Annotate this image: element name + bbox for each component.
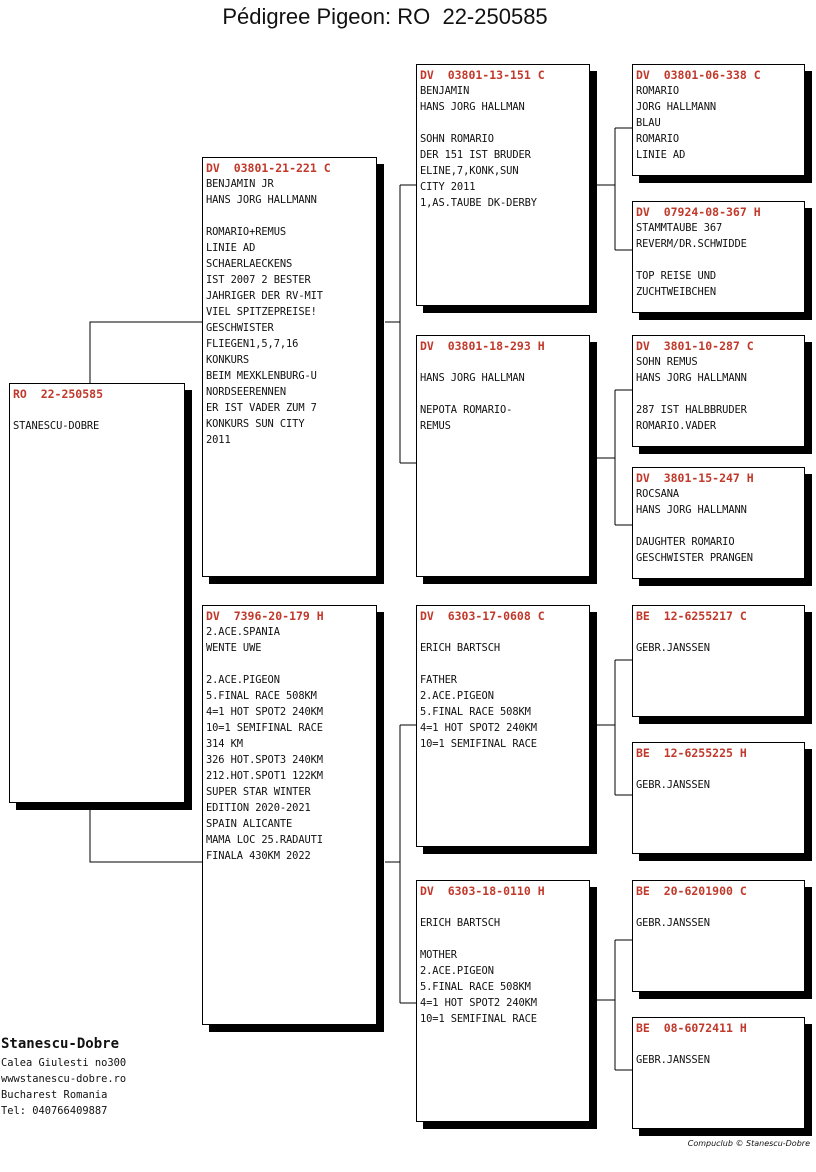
connector-dam-grandparents xyxy=(385,725,416,1003)
ring-number: BE 12-6255225 H xyxy=(636,746,747,760)
pigeon-note-line: FINALA 430KM 2022 xyxy=(206,850,311,862)
pigeon-card-ggp-2 xyxy=(632,201,805,313)
pigeon-card-dam-sire xyxy=(416,605,590,847)
pigeon-note-line: 2.ACE.PIGEON xyxy=(420,965,494,977)
pigeon-note-line: GEBR.JANSSEN xyxy=(636,779,710,791)
pigeon-note-line: LINIE AD xyxy=(636,149,686,161)
pigeon-note-line: SPAIN ALICANTE xyxy=(206,818,293,830)
pigeon-note-line xyxy=(636,252,801,268)
ring-number: DV 03801-13-151 C xyxy=(420,68,545,82)
pigeon-note-line: WENTE UWE xyxy=(206,642,262,654)
pigeon-card-ggp-4 xyxy=(632,467,805,579)
pigeon-note-line: ROMARIO xyxy=(636,85,680,97)
ring-number: DV 7396-20-179 H xyxy=(206,609,324,623)
pigeon-note-line: REMUS xyxy=(420,420,451,432)
breeder-info xyxy=(1,1035,126,1119)
pigeon-note-line: FLIEGEN1,5,7,16 xyxy=(206,338,299,350)
pigeon-card-sire-dam xyxy=(416,335,590,577)
pigeon-note-line xyxy=(420,115,586,131)
breeder-phone: Tel: 040766409887 xyxy=(1,1105,108,1117)
ring-number: BE 12-6255217 C xyxy=(636,609,747,623)
pigeon-note-line xyxy=(636,624,801,640)
ring-number: DV 6303-17-0608 C xyxy=(420,609,545,623)
pigeon-note-line: HANS JORG HALLMANN xyxy=(636,504,747,516)
pigeon-note-line: 4=1 HOT SPOT2 240KM xyxy=(420,722,537,734)
ring-number: DV 3801-10-287 C xyxy=(636,339,754,353)
connector-ggp-3 xyxy=(597,660,632,795)
page-title: Pédigree Pigeon: RO 22-250585 xyxy=(222,4,548,29)
connector-ggp-1 xyxy=(597,128,632,250)
pigeon-note-line: 10=1 SEMIFINAL RACE xyxy=(206,722,323,734)
ring-number: DV 03801-18-293 H xyxy=(420,339,545,353)
pigeon-note-line xyxy=(420,386,586,402)
pigeon-note-line: CITY 2011 xyxy=(420,181,476,193)
pigeon-note-line: ROMARIO.VADER xyxy=(636,420,717,432)
pigeon-note-line: DER 151 IST BRUDER xyxy=(420,149,531,161)
breeder-city: Bucharest Romania xyxy=(1,1089,108,1101)
ring-number: DV 03801-21-221 C xyxy=(206,161,331,175)
pigeon-note-line: STANESCU-DOBRE xyxy=(13,420,100,432)
pigeon-note-line: 326 HOT.SPOT3 240KM xyxy=(206,754,323,766)
pigeon-note-line xyxy=(420,624,586,640)
pigeon-note-line: LINIE AD xyxy=(206,242,256,254)
pigeon-note-line xyxy=(636,386,801,402)
pigeon-note-line: NEPOTA ROMARIO- xyxy=(420,404,513,416)
pigeon-note-line: 10=1 SEMIFINAL RACE xyxy=(420,738,537,750)
pigeon-note-line: FATHER xyxy=(420,674,457,686)
pigeon-note-line: GESCHWISTER PRANGEN xyxy=(636,552,753,564)
pigeon-note-line: ELINE,7,KONK,SUN xyxy=(420,165,519,177)
pigeon-note-line: BLAU xyxy=(636,117,661,129)
breeder-name: Stanescu-Dobre xyxy=(1,1036,120,1052)
pigeon-note-line xyxy=(206,208,373,224)
pigeon-note-line xyxy=(636,761,801,777)
pigeon-note-line: STAMMTAUBE 367 xyxy=(636,222,723,234)
pigeon-note-line: ER IST VADER ZUM 7 xyxy=(206,402,317,414)
ring-number: RO 22-250585 xyxy=(13,387,104,401)
pigeon-note-line: ERICH BARTSCH xyxy=(420,917,501,929)
pigeon-note-line xyxy=(206,656,373,672)
pigeon-note-line: VIEL SPITZEPREISE! xyxy=(206,306,317,318)
pigeon-note-line: 314 KM xyxy=(206,738,243,750)
connector-ggp-4 xyxy=(597,940,632,1070)
pigeon-card-ggp-8 xyxy=(632,1017,805,1129)
pigeon-note-line: KONKURS xyxy=(206,354,250,366)
pigeon-note-line: GEBR.JANSSEN xyxy=(636,642,710,654)
pigeon-note-line: HANS JORG HALLMAN xyxy=(420,372,525,384)
pigeon-note-line: SOHN REMUS xyxy=(636,356,698,368)
pigeon-note-line: 5.FINAL RACE 508KM xyxy=(206,690,317,702)
pigeon-note-line: HANS JORG HALLMANN xyxy=(636,372,747,384)
pigeon-note-line: ROCSANA xyxy=(636,488,680,500)
pigeon-note-line: SOHN ROMARIO xyxy=(420,133,494,145)
pigeon-note-line xyxy=(636,518,801,534)
connector-sire-grandparents xyxy=(385,185,416,463)
pigeon-note-line: SCHAERLAECKENS xyxy=(206,258,293,270)
pigeon-note-line: SUPER STAR WINTER xyxy=(206,786,311,798)
pigeon-note-line: EDITION 2020-2021 xyxy=(206,802,311,814)
pigeon-note-line: JORG HALLMANN xyxy=(636,101,717,113)
pigeon-note-line: BEIM MEXKLENBURG-U xyxy=(206,370,317,382)
ring-number: DV 3801-15-247 H xyxy=(636,471,754,485)
pigeon-note-line: KONKURS SUN CITY xyxy=(206,418,305,430)
pigeon-note-line xyxy=(420,931,586,947)
pigeon-card-sire-sire xyxy=(416,64,590,306)
ring-number: BE 08-6072411 H xyxy=(636,1021,747,1035)
pigeon-note-line xyxy=(636,1036,801,1052)
pigeon-note-line: 2.ACE.PIGEON xyxy=(420,690,494,702)
pigeon-note-line: MOTHER xyxy=(420,949,457,961)
pigeon-note-line: JAHRIGER DER RV-MIT xyxy=(206,290,323,302)
pigeon-note-line: BENJAMIN JR xyxy=(206,178,274,190)
breeder-address: Calea Giulesti no300 xyxy=(1,1057,127,1069)
connector-ggp-2 xyxy=(597,390,632,525)
ring-number: DV 07924-08-367 H xyxy=(636,205,761,219)
pigeon-note-line: 2.ACE.PIGEON xyxy=(206,674,280,686)
pigeon-note-line xyxy=(13,402,181,418)
pigeon-note-line: 5.FINAL RACE 508KM xyxy=(420,981,531,993)
pigeon-card-subject xyxy=(9,383,185,803)
pigeon-note-line: HANS JORG HALLMAN xyxy=(420,101,525,113)
pigeon-note-line xyxy=(420,899,586,915)
ring-number: BE 20-6201900 C xyxy=(636,884,747,898)
pigeon-card-ggp-3 xyxy=(632,335,805,447)
pigeon-note-line: BENJAMIN xyxy=(420,85,470,97)
ring-number: DV 6303-18-0110 H xyxy=(420,884,545,898)
pigeon-note-line xyxy=(420,656,586,672)
pigeon-note-line: NORDSEERENNEN xyxy=(206,386,287,398)
pigeon-note-line: IST 2007 2 BESTER xyxy=(206,274,311,286)
pigeon-note-line: 287 IST HALBBRUDER xyxy=(636,404,747,416)
footer-credit: Compuclub © Stanescu-Dobre xyxy=(687,1139,810,1148)
pigeon-note-line: 2011 xyxy=(206,434,231,446)
connector-subject-sire xyxy=(90,322,204,383)
pigeon-note-line: 212.HOT.SPOT1 122KM xyxy=(206,770,323,782)
pigeon-note-line: MAMA LOC 25.RADAUTI xyxy=(206,834,323,846)
pigeon-card-dam xyxy=(202,605,377,1025)
pigeon-note-line: 10=1 SEMIFINAL RACE xyxy=(420,1013,537,1025)
pigeon-note-line: REVERM/DR.SCHWIDDE xyxy=(636,238,747,250)
pigeon-card-ggp-7 xyxy=(632,880,805,992)
breeder-website: wwwstanescu-dobre.ro xyxy=(1,1073,127,1085)
pigeon-note-line: ERICH BARTSCH xyxy=(420,642,501,654)
pigeon-card-dam-dam xyxy=(416,880,590,1122)
pigeon-card-sire xyxy=(202,157,377,577)
pigeon-note-line: 4=1 HOT SPOT2 240KM xyxy=(420,997,537,1009)
pigeon-card-ggp-5 xyxy=(632,605,805,717)
pigeon-note-line: HANS JORG HALLMANN xyxy=(206,194,317,206)
pigeon-note-line: ROMARIO xyxy=(636,133,680,145)
pigeon-note-line: ZUCHTWEIBCHEN xyxy=(636,286,717,298)
pigeon-note-line: 5.FINAL RACE 508KM xyxy=(420,706,531,718)
pigeon-note-line: DAUGHTER ROMARIO xyxy=(636,536,735,548)
pigeon-note-line: TOP REISE UND xyxy=(636,270,717,282)
connector-subject-dam xyxy=(90,803,204,862)
pigeon-note-line: GEBR.JANSSEN xyxy=(636,1054,710,1066)
pigeon-note-line: 1,AS.TAUBE DK-DERBY xyxy=(420,197,537,209)
pigeon-note-line: GEBR.JANSSEN xyxy=(636,917,710,929)
pigeon-note-line xyxy=(636,899,801,915)
pigeon-note-line: 2.ACE.SPANIA xyxy=(206,626,280,638)
pigeon-card-ggp-1 xyxy=(632,64,805,176)
pigeon-note-line: GESCHWISTER xyxy=(206,322,274,334)
pigeon-note-line xyxy=(420,354,586,370)
pigeon-note-line: ROMARIO+REMUS xyxy=(206,226,287,238)
ring-number: DV 03801-06-338 C xyxy=(636,68,761,82)
pigeon-note-line: 4=1 HOT SPOT2 240KM xyxy=(206,706,323,718)
pigeon-card-ggp-6 xyxy=(632,742,805,854)
